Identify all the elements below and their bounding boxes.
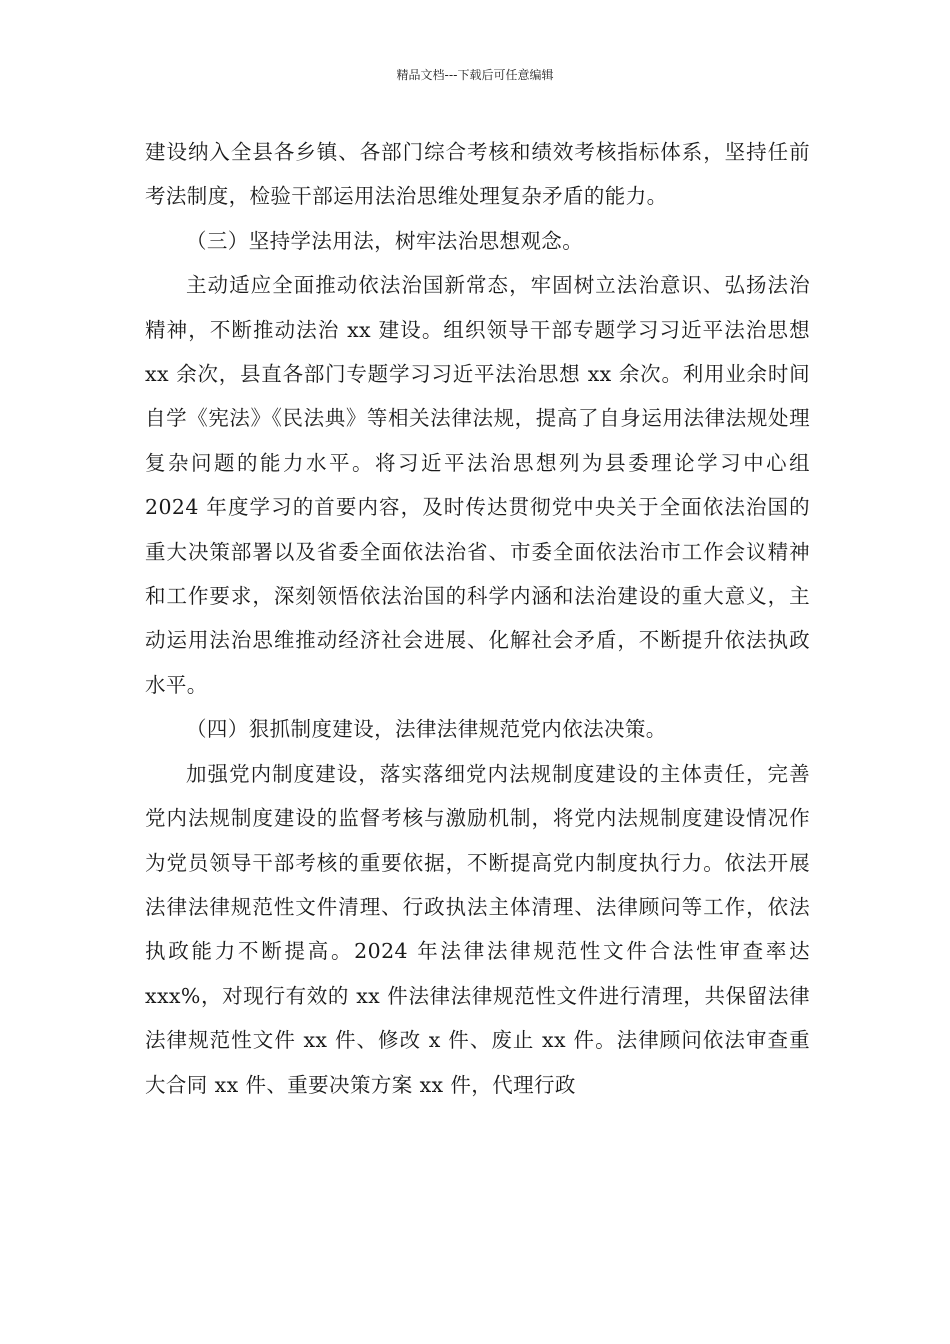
paragraph-study-law: 主动适应全面推动依法治国新常态，牢固树立法治意识、弘扬法治精神，不断推动法治 xx 建设。组织领导干部专题学习习近平法治思想 xx 余次，县直各部门专题学习习近平法治思想 xx 余次。利用业余时间自学《宪法》《民法典》等相关法律法规，提高了自身运用法律法规处理复杂问题的能力水平。将习近平法治思想列为县委理论学习中心组 2024 年度学习的首要内容，及时传达贯彻党中央关于全面依法治国的重大决策部署以及省委全面依法治省、市委全面依法治市工作会议精神和工作要求，深刻领悟依法治国的科学内涵和法治建设的重大意义，主动运用法治思维推动经济社会进展、化解社会矛盾，不断提升依法执政水平。 xyxy=(145,273,810,697)
paragraph-system-building: 加强党内制度建设，落实落细党内法规制度建设的主体责任，完善党内法规制度建设的监督考核与激励机制，将党内法规制度建设情况作为党员领导干部考核的重要依据，不断提高党内制度执行力。依法开展法律法律规范性文件清理、行政执法主体清理、法律顾问等工作，依法执政能力不断提高。2024 年法律法律规范性文件合法性审查率达 xxx%，对现行有效的 xx 件法律法律规范性文件进行清理，共保留法律法律规范性文件 xx 件、修改 x 件、废止 xx 件。法律顾问依法审查重大合同 xx 件、重要决策方案 xx 件，代理行政 xyxy=(145,761,810,1097)
page-header: 精品文档---下载后可任意编辑 xyxy=(396,68,554,82)
section-heading-4: （四）狠抓制度建设，法律法律规范党内依法决策。 xyxy=(186,717,667,742)
section-heading-3: （三）坚持学法用法，树牢法治思想观念。 xyxy=(186,228,584,253)
document-body xyxy=(145,130,810,1107)
paragraph-continuation: 建设纳入全县各乡镇、各部门综合考核和绩效考核指标体系，坚持任前考法制度，检验干部运用法治思维处理复杂矛盾的能力。 xyxy=(145,140,810,209)
